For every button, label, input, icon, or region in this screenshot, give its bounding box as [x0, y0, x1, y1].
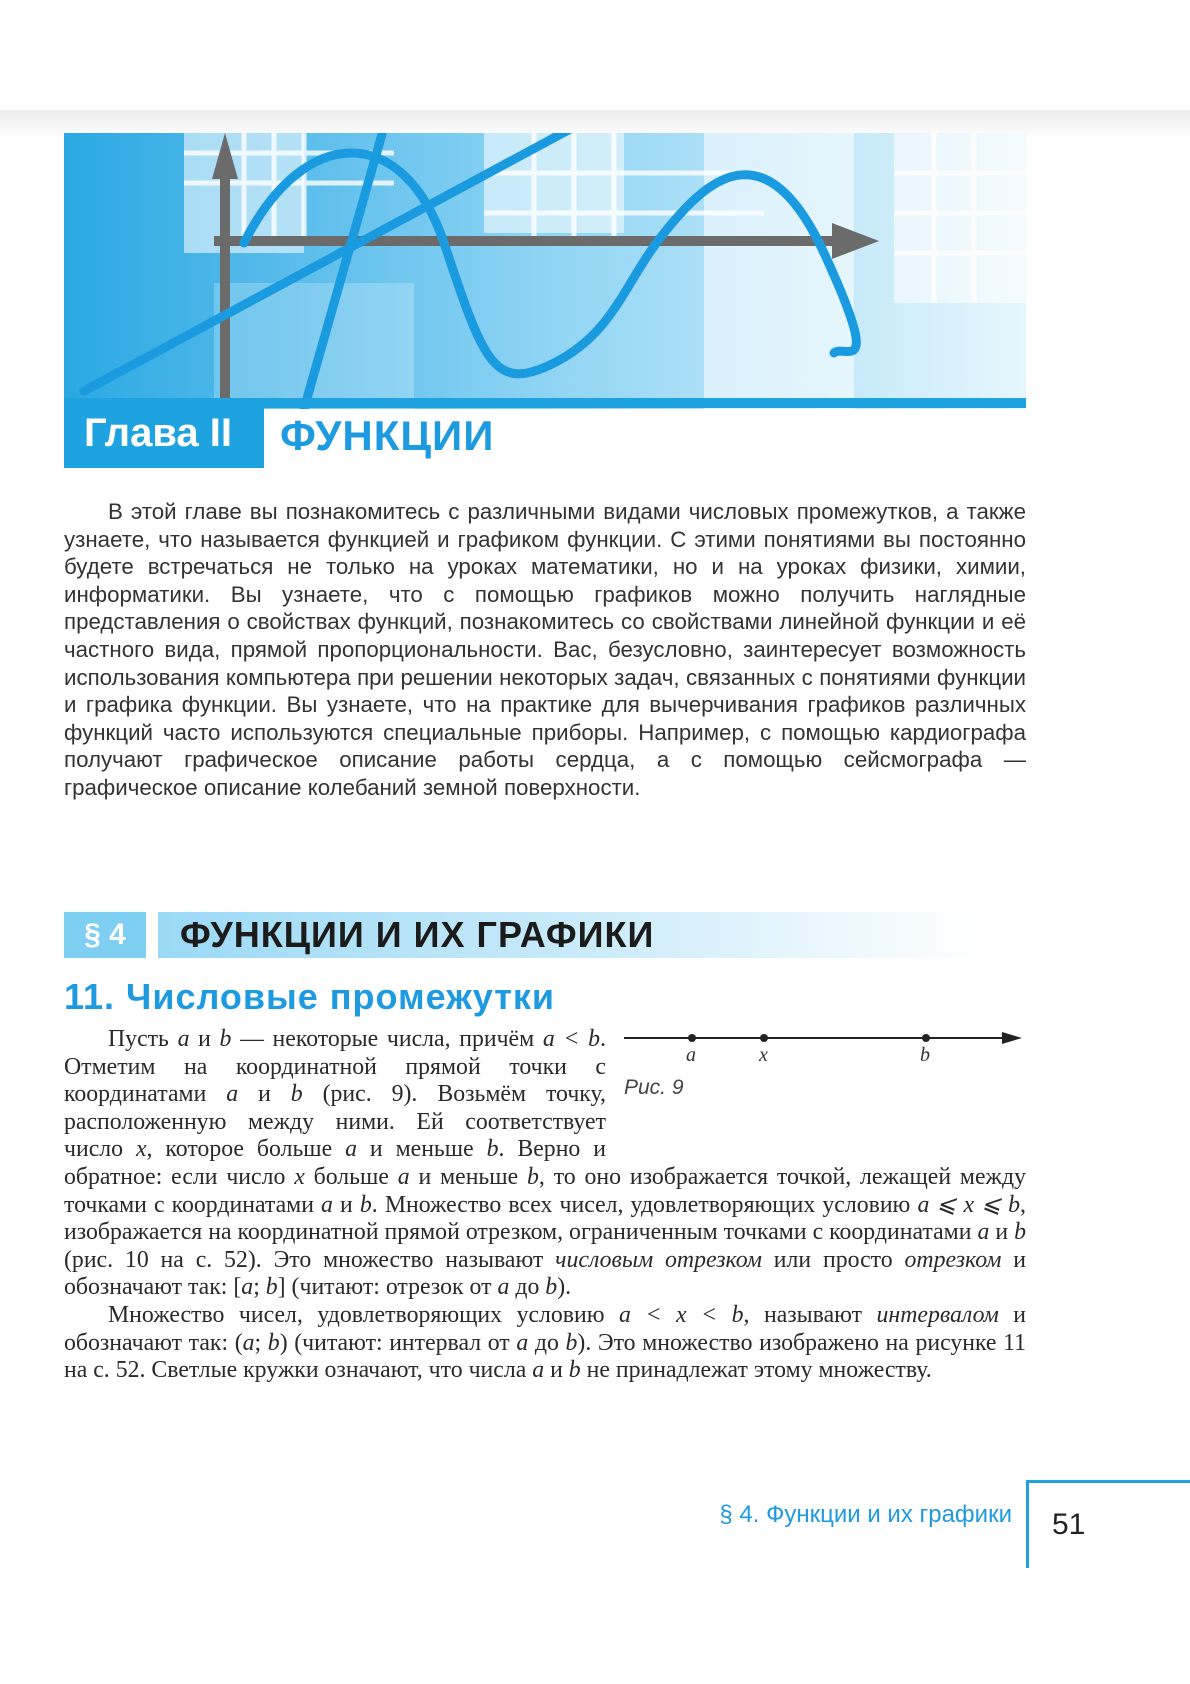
body-text	[64, 1026, 1026, 1385]
chapter-title: ФУНКЦИИ	[280, 412, 495, 459]
chapter-heading	[64, 398, 1026, 468]
paragraph-segment: Пусть a и b — некоторые числа, причём a < b. Отметим на координатной прямой точки с координатами a и b (рис. 9). Возьмём точку, расположенную между ними. Ей соответствует число x, которое больше a и меньше b. Верно и обратное: если число x больше a и меньше b, то оно изображается точкой, лежащей между точками с координатами a и b. Множество всех чисел, удовлетворяющих условию a ⩽ x ⩽ b, изображается на координатной прямой отрезком, ограниченным точками с координатами a и b (рис. 10 на с. 52). Это множество называют числовым отрезком или просто отрезком и обозначают так: [a; b] (читают: отрезок от a до b).	[64, 1026, 1027, 1301]
chapter-intro: В этой главе вы познакомитесь с различными видами числовых промежутков, а также узнаете, что называется функцией и графиком функции. С этими понятиями вы постоянно будете встречаться не только на уроках математики, но и на уроках физики, химии, информатики. Вы узнаете, что с помощью графиков можно получить наглядные представления о свойствах функций, познакомитесь со свойствами линейной функции и её частного вида, прямой пропорциональности. Вас, безусловно, заинтересует возможность использования компьютера при решении некоторых задач, связанных с понятиями функции и графика функции. Вы узнаете, что на практике для вычерчивания графиков различных функций часто используются специальные приборы. Например, с помощью кардиографа получают графическое описание работы сердца, а с помощью сейсмографа — графическое описание колебаний земной поверхности.	[64, 499, 1026, 800]
chapter-label: Глава II	[64, 398, 264, 468]
subsection-title: 11. Числовые промежутки	[64, 976, 555, 1017]
page-number-frame	[1026, 1480, 1190, 1568]
label-b: b	[920, 1044, 930, 1066]
chapter-banner-illustration	[64, 133, 1026, 409]
label-a: a	[686, 1044, 696, 1066]
function-graph-illustration	[64, 133, 1026, 409]
figure-caption: Рис. 9	[624, 1076, 684, 1099]
section-title: ФУНКЦИИ И ИХ ГРАФИКИ	[158, 912, 978, 958]
label-x: x	[759, 1044, 768, 1066]
running-head: § 4. Функции и их графики	[719, 1501, 1012, 1528]
page-number: 51	[1052, 1508, 1086, 1541]
paragraph-interval: Множество чисел, удовлетворяющих условию a < x < b, называют интервалом и обозначают так: (a; b) (читают: интервал от a до b). Это множество изображено на рисунке 11 на с. 52. Светлые кружки означают, что числа a и b не принадлежат этому множеству.	[64, 1301, 1027, 1384]
section-heading	[64, 912, 964, 958]
top-margin	[0, 0, 1190, 125]
section-number: § 4	[64, 912, 146, 958]
